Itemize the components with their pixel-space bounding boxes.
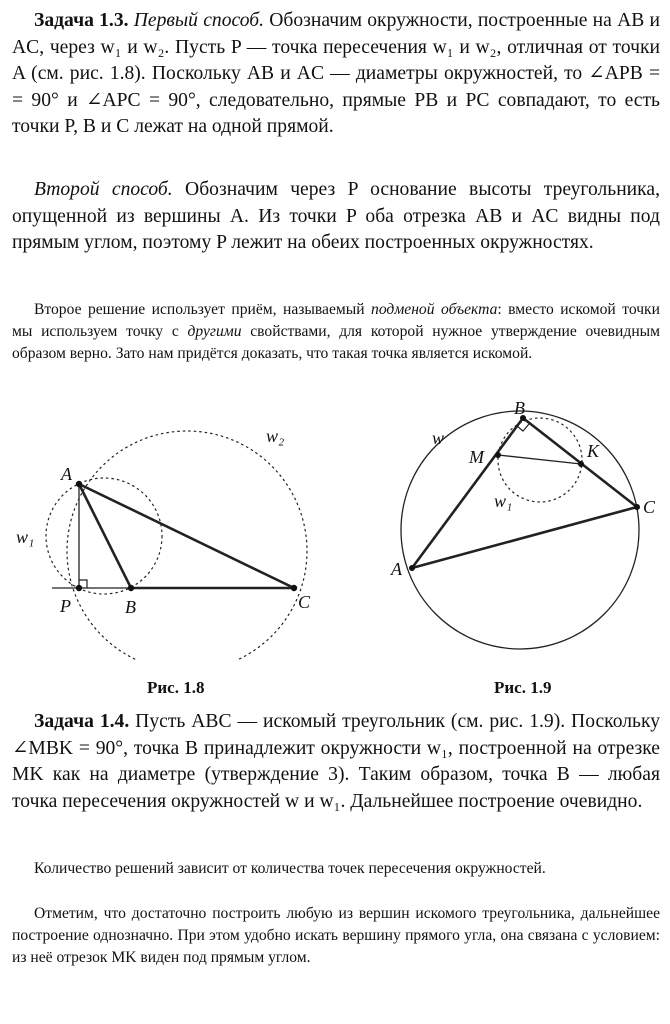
label-B: B [125, 597, 136, 617]
triangle-ABC [412, 418, 637, 568]
label-w1: w₁ [16, 527, 35, 547]
remark-text: : вместо искомой точки мы используем точку с [12, 301, 660, 340]
remark-construction [12, 903, 660, 968]
label-C: C [643, 497, 656, 517]
label-A: A [391, 559, 402, 579]
paragraph-text: Обозначим через P основание высоты треугольника, опущенной из вершины A. Из точки P оба отрезка AB и AC видны под прямым углом, поэтому P лежит на обеих построенных окружностях. [12, 179, 660, 254]
remark-text: Отметим, что достаточно построить любую из вершин искомого треугольника, дальнейшее построение однозначно. При этом удобно искать вершину прямого угла, она связана с условием: из неё отрезок MK виден под прямым углом. [12, 905, 660, 966]
term-other: другими [187, 322, 242, 340]
remark-text: Второе решение использует приём, называемый [34, 301, 365, 318]
point-B [128, 585, 134, 591]
remark-text: свойствами, для которой нужное утверждение очевидным образом верно. Зато нам придётся доказать, что такая точка является искомой. [12, 322, 661, 362]
problem-1-4 [12, 709, 660, 815]
point-M [495, 452, 501, 458]
line-AB [79, 484, 131, 588]
paragraph-text: Пусть ABC — искомый треугольник (см. рис. 1.9). Поскольку ∠MBK = 90°, точка B принадлежит окружности w₁, построенной на отрезке MK как на диаметре (утверждение 3). Таким образом, точка B — любая точка пересечения окружностей w и w₁. Дальнейшее построение очевидно. [12, 711, 660, 812]
problem-title: Задача 1.4. [34, 711, 130, 732]
problem-1-3-second-method [12, 177, 660, 257]
label-C: C [298, 592, 311, 612]
point-A [409, 565, 415, 571]
label-w: w [432, 428, 445, 448]
remark-count [12, 858, 660, 880]
remark-substitution [12, 299, 660, 364]
label-K: K [587, 441, 600, 461]
figure-1-8 [0, 400, 330, 660]
circle-w2 [67, 431, 307, 660]
label-w1: w₁ [494, 491, 513, 511]
problem-title: Задача 1.3. [34, 10, 129, 31]
point-C [291, 585, 297, 591]
point-K [578, 461, 584, 467]
line-AC [79, 484, 294, 588]
point-A [76, 481, 82, 487]
method-label: Второй способ. [34, 179, 173, 200]
segment-MK [498, 455, 581, 464]
label-B: B [514, 398, 525, 418]
term-substitution: подменой объекта [371, 301, 498, 318]
problem-1-3-first-method [12, 8, 660, 141]
remark-text: Количество решений зависит от количества точек пересечения окружностей. [34, 860, 546, 877]
caption-fig-1-8: Рис. 1.8 [147, 678, 205, 697]
figure-1-9 [385, 395, 665, 665]
label-A: A [61, 464, 72, 484]
paragraph-text: Обозначим окружности, построенные на AB и AC, через w₁ и w₂. Пусть P — точка пересечения w₁ и w₂, отличная от точки A (см. рис. 1.8). Поскольку AB и AC — диаметры окружностей, то ∠APB = = 90° и ∠APC = 90°, следовательно, прямые PB и PC совпадают, то есть точки P, B и C лежат на одной прямой. [12, 10, 661, 138]
point-P [76, 585, 82, 591]
label-M: M [469, 447, 484, 467]
label-P: P [60, 596, 71, 616]
label-w2: w₂ [266, 426, 285, 446]
method-label: Первый способ. [133, 10, 264, 31]
caption-fig-1-9: Рис. 1.9 [494, 678, 552, 697]
point-C [634, 504, 640, 510]
